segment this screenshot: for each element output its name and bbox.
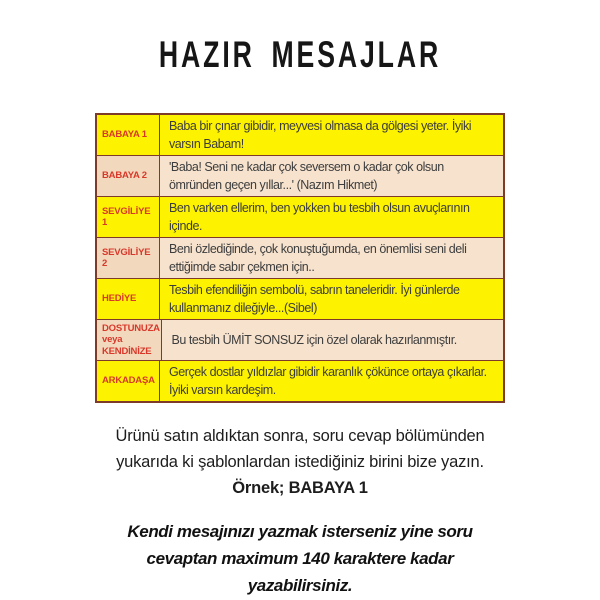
row-message: Tesbih efendiliğin sembolü, sabrın taneleridir. İyi günlerde kullanmanız dileğiyle...(Sibel) bbox=[160, 279, 503, 319]
row-message: 'Baba! Seni ne kadar çok seversem o kadar çok olsun ömründen geçen yıllar...' (Nazım Hikmet) bbox=[160, 156, 503, 196]
note-line: yazabilirsiniz. bbox=[247, 576, 353, 595]
note-line: Ürünü satın aldıktan sonra, soru cevap bölümünden bbox=[115, 427, 485, 445]
table-row bbox=[97, 115, 503, 156]
note-line: cevaptan maximum 140 karaktere kadar bbox=[146, 549, 454, 568]
row-message: Baba bir çınar gibidir, meyvesi olmasa da gölgesi yeter. İyiki varsın Babam! bbox=[160, 115, 503, 155]
table-row bbox=[97, 197, 503, 238]
row-label: DOSTUNUZA veya KENDİNİZE bbox=[97, 320, 162, 360]
row-label: BABAYA 1 bbox=[97, 115, 160, 155]
purchase-instruction-lines bbox=[0, 423, 600, 475]
row-label: BABAYA 2 bbox=[97, 156, 160, 196]
row-label: SEVGİLİYE 2 bbox=[97, 238, 160, 278]
table-row bbox=[97, 279, 503, 320]
messages-table bbox=[95, 113, 505, 403]
purchase-instructions bbox=[0, 423, 600, 501]
custom-message-note bbox=[0, 518, 600, 599]
row-message: Ben varken ellerim, ben yokken bu tesbih olsun avuçlarının içinde. bbox=[160, 197, 503, 237]
row-message: Gerçek dostlar yıldızlar gibidir karanlık çökünce ortaya çıkarlar. İyiki varsın kardeşim. bbox=[160, 361, 503, 401]
page-title: HAZIR MESAJLAR bbox=[158, 34, 442, 75]
row-message: Bu tesbih ÜMİT SONSUZ için özel olarak hazırlanmıştır. bbox=[162, 320, 503, 360]
custom-message-lines bbox=[0, 518, 600, 599]
note-line: yukarıda ki şablonlardan istediğiniz birini bize yazın. bbox=[116, 453, 484, 471]
table-row bbox=[97, 320, 503, 361]
row-label: HEDİYE bbox=[97, 279, 160, 319]
table-row bbox=[97, 361, 503, 401]
row-label: SEVGİLİYE 1 bbox=[97, 197, 160, 237]
table-row bbox=[97, 156, 503, 197]
example-label: Örnek; BABAYA 1 bbox=[232, 479, 368, 497]
row-label: ARKADAŞA bbox=[97, 361, 160, 401]
table-row bbox=[97, 238, 503, 279]
note-line: Kendi mesajınızı yazmak isterseniz yine soru bbox=[127, 522, 473, 541]
row-message: Beni özlediğinde, çok konuştuğumda, en önemlisi seni deli ettiğimde sabır çekmen için.. bbox=[160, 238, 503, 278]
